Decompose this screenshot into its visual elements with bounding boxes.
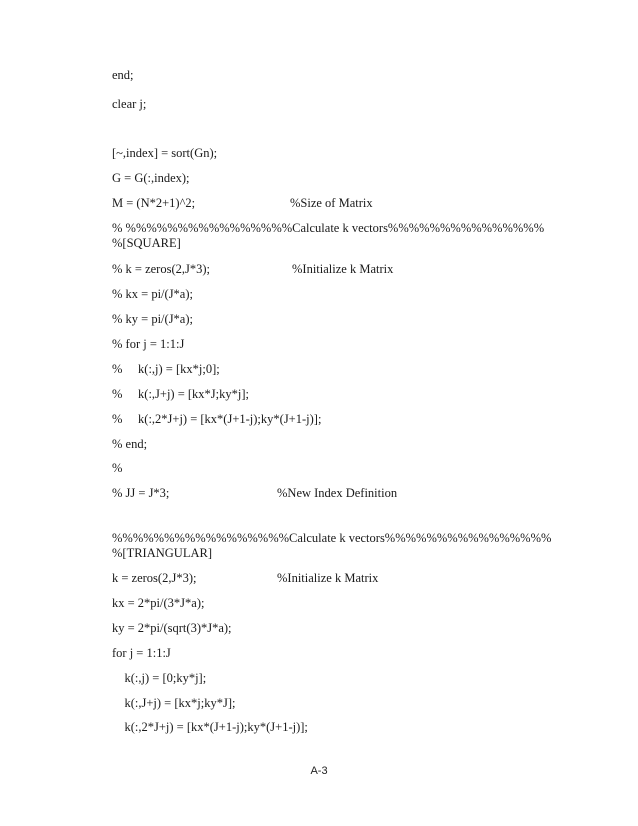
code-text: k(:,j) = [0;ky*j]; [112, 671, 207, 685]
code-line [112, 646, 171, 661]
code-line [112, 196, 373, 211]
code-line [112, 696, 235, 711]
code-line [112, 221, 544, 236]
code-line [112, 437, 147, 452]
code-line [112, 531, 551, 546]
code-text: k = zeros(2,J*3); [112, 571, 197, 585]
code-line [112, 461, 122, 476]
code-text: kx = 2*pi/(3*J*a); [112, 596, 205, 610]
code-text: end; [112, 68, 134, 82]
code-line [112, 337, 184, 352]
code-comment: %New Index Definition [277, 486, 398, 500]
page-number: A-3 [310, 765, 328, 777]
code-text: % k(:,2*J+j) = [kx*(J+1-j);ky*(J+1-j)]; [112, 412, 322, 426]
code-line [112, 97, 146, 112]
code-text: % JJ = J*3; [112, 486, 170, 500]
code-text: % k(:,J+j) = [kx*J;ky*j]; [112, 387, 250, 401]
code-line [112, 671, 206, 686]
code-line [112, 262, 394, 277]
code-line [112, 546, 212, 561]
code-text: % k(:,j) = [kx*j;0]; [112, 362, 220, 376]
code-text: M = (N*2+1)^2; [112, 196, 196, 210]
code-text: % for j = 1:1:J [112, 337, 185, 351]
code-line [112, 596, 204, 611]
code-comment: %Initialize k Matrix [277, 571, 379, 585]
code-text: % %%%%%%%%%%%%%%%%Calculate k vectors%%%%%%%%%%%%%%% [112, 221, 545, 235]
code-text: % ky = pi/(J*a); [112, 312, 193, 326]
code-text: G = G(:,index); [112, 171, 190, 185]
code-line [112, 571, 379, 586]
code-text: k(:,J+j) = [kx*j;ky*J]; [112, 696, 236, 710]
code-line [112, 486, 398, 501]
code-line [112, 146, 217, 161]
code-line [112, 362, 220, 377]
code-text: for j = 1:1:J [112, 646, 171, 660]
code-comment: %Size of Matrix [290, 196, 373, 210]
code-line [112, 236, 181, 251]
code-text: %[TRIANGULAR] [112, 546, 212, 560]
code-text: %%%%%%%%%%%%%%%%%Calculate k vectors%%%%%%%%%%%%%%%% [112, 531, 552, 545]
code-line [112, 720, 308, 735]
code-text: % k = zeros(2,J*3); [112, 262, 210, 276]
code-text: % [112, 461, 123, 475]
code-text: ky = 2*pi/(sqrt(3)*J*a); [112, 621, 232, 635]
code-line [112, 287, 193, 302]
code-text: %[SQUARE] [112, 236, 181, 250]
code-line [112, 387, 249, 402]
code-line [112, 312, 193, 327]
code-text: % end; [112, 437, 148, 451]
code-text: k(:,2*J+j) = [kx*(J+1-j);ky*(J+1-j)]; [112, 720, 308, 734]
code-comment: %Initialize k Matrix [292, 262, 394, 276]
code-text: clear j; [112, 97, 147, 111]
code-line [112, 621, 232, 636]
code-line [112, 68, 134, 83]
code-line [112, 412, 321, 427]
code-line [112, 171, 190, 186]
code-text: [~,index] = sort(Gn); [112, 146, 218, 160]
code-text: % kx = pi/(J*a); [112, 287, 193, 301]
